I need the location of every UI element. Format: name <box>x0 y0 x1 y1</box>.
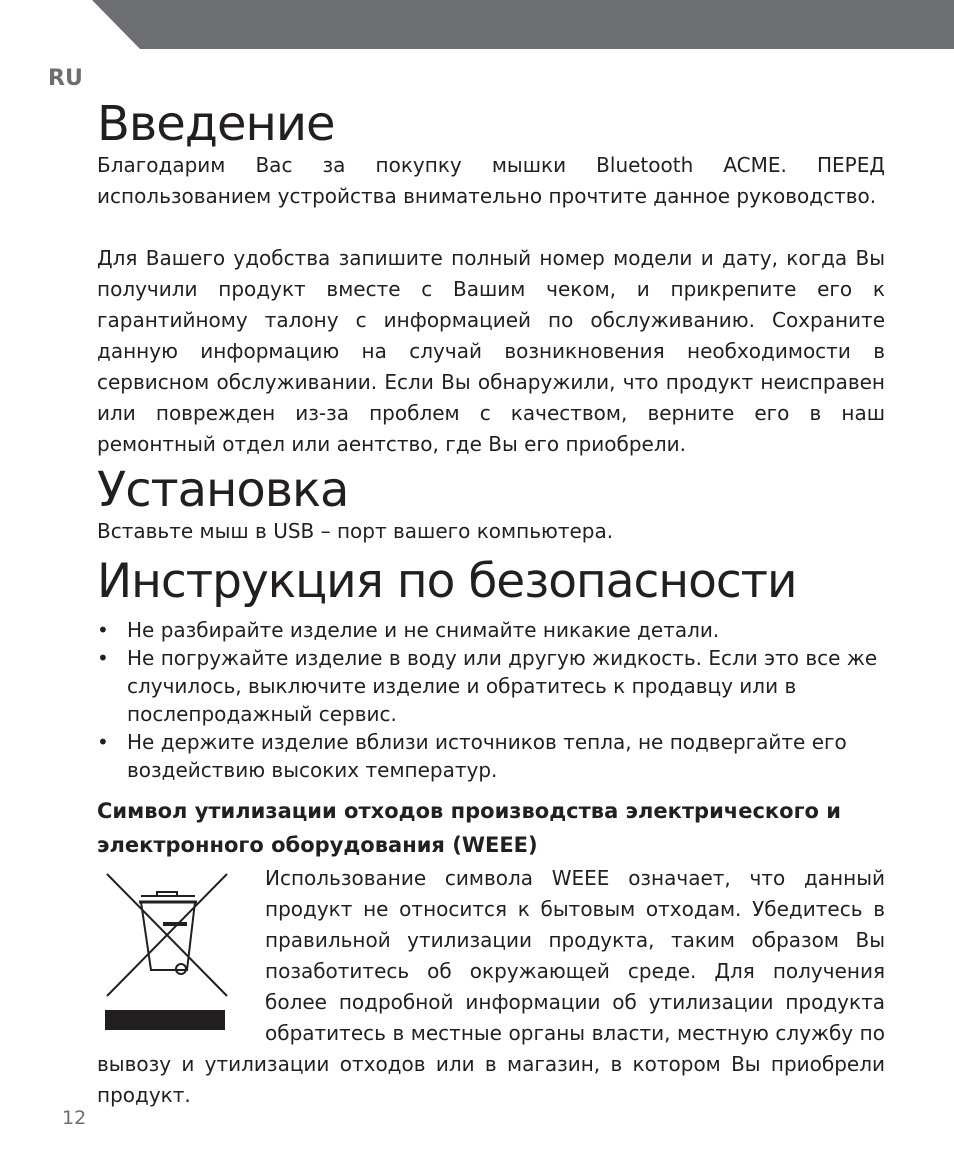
weee-paragraph <box>97 863 885 1111</box>
safety-heading: Инструкция по безопасности <box>97 554 797 609</box>
language-code: RU <box>48 66 83 91</box>
safety-list <box>97 616 885 784</box>
weee-heading: Символ утилизации отходов производства электрического и электронного оборудования (WEEE) <box>97 799 842 857</box>
bullet: • <box>97 646 109 670</box>
list-item-text: Не держите изделие вблизи источников тепла, не подвергайте его воздействию высоких температур. <box>127 730 847 782</box>
header-band <box>0 0 954 49</box>
list-item <box>97 616 885 644</box>
list-item-text: Не погружайте изделие в воду или другую жидкость. Если это все же случилось, выключите изделие и обратитесь к продавцу или в послепродажный сервис. <box>127 646 878 726</box>
icon-spacer <box>97 863 265 1049</box>
intro-paragraph-2: Для Вашего удобства запишите полный номер модели и дату, когда Вы получили продукт вместе с Вашим чеком, и прикрепите его к гарантийному талону с информацией по обслуживанию. Сохраните данную информацию на случай возникновения необходимости в сервисном обслуживании. Если Вы обнаружили, что продукт неисправен или поврежден из-за проблем с качеством, верните его в наш ремонтный отдел или аентство, где Вы его приобрели. <box>97 246 885 456</box>
install-paragraph: Вставьте мыш в USB – порт вашего компьютера. <box>97 519 614 543</box>
bullet: • <box>97 730 109 754</box>
intro-heading: Введение <box>97 96 335 152</box>
list-item-text: Не разбирайте изделие и не снимайте никакие детали. <box>127 618 720 642</box>
intro-paragraph-1: Благодарим Вас за покупку мышки Bluetooth ACME. ПЕРЕД использованием устройства внимательно прочтите данное руководство. <box>97 153 885 208</box>
install-heading: Установка <box>97 462 349 518</box>
page-number: 12 <box>62 1107 87 1129</box>
list-item <box>97 644 885 728</box>
bullet: • <box>97 618 109 642</box>
list-item <box>97 728 885 784</box>
weee-paragraph-text: Использование символа WEEE означает, что данный продукт не относится к бытовым отходам. Убедитесь в правильной утилизации продукта, таким образом Вы позаботитесь об окружающей среде. Для получения более подробной информации об утилизации продукта обратитесь в местные органы власти, местную службу по вывозу и утилизации отходов или в магазин, в котором Вы приобрели продукт. <box>97 866 885 1107</box>
